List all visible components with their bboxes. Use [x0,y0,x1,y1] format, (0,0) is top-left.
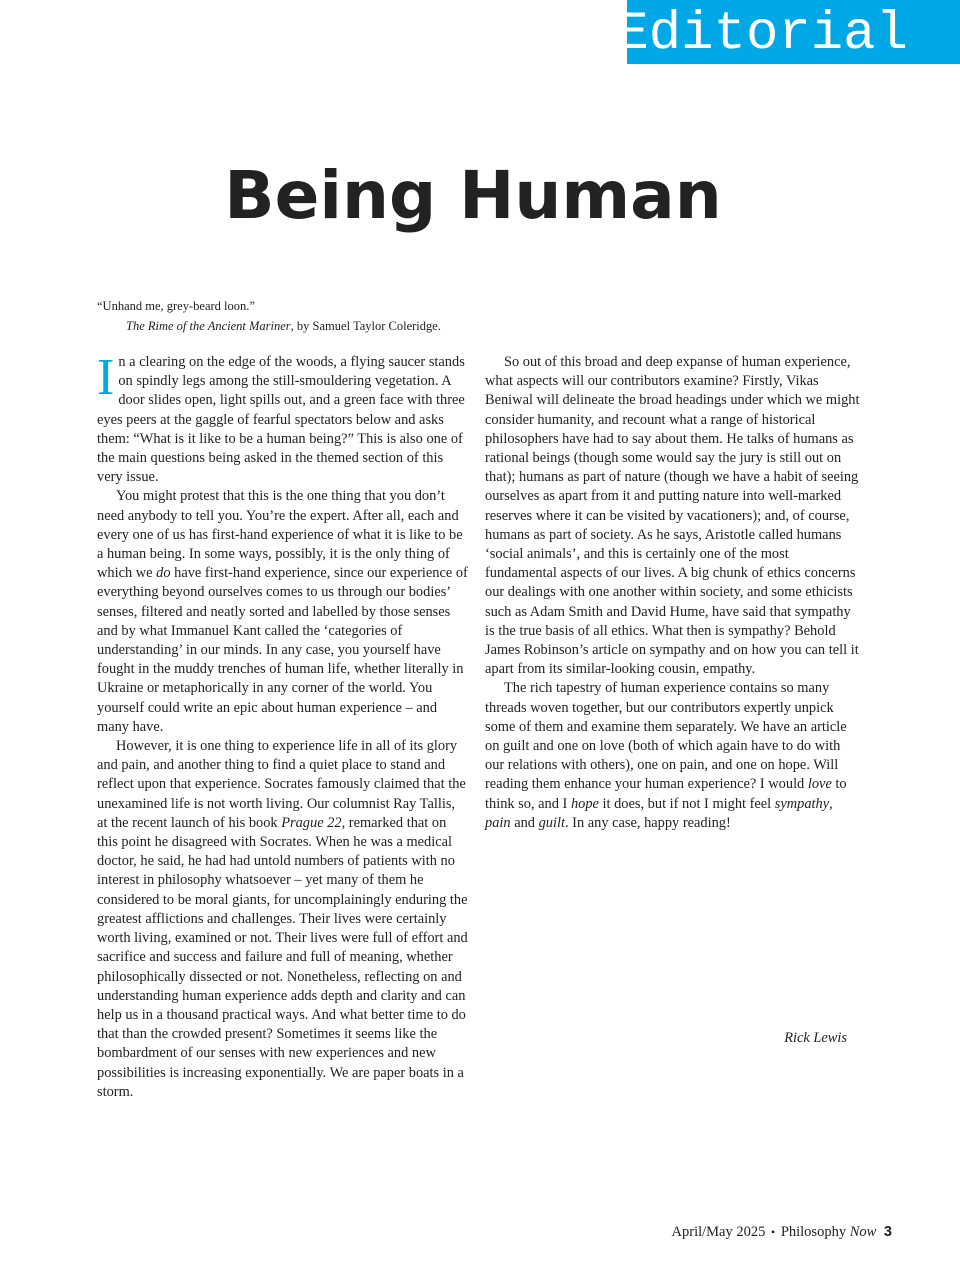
paragraph-1: In a clearing on the edge of the woods, a flying saucer stands on spindly legs among the still-smouldering vegetation. A door slides open, light spills out, and a green face with three eyes peers at the gaggle of fearful spectators below and asks them: “What is it like to be a human being?” This is also one of the main questions being asked in the themed section of this very issue. [97,349,465,486]
epigraph-quote: “Unhand me, grey-beard loon.” [97,299,255,313]
magazine-name: Philosophy [780,1224,847,1240]
section-tab [616,0,960,65]
drop-cap: I [97,349,115,406]
paragraph-2: You might protest that this is the one thing that you don’t need anybody to tell you. You’re the expert. After all, each and every one of us has first-hand experience of what it is like to be a human being. In some ways, possibly, it is the only thing of which we do have first-hand experience, since our experience of everything beyond ourselves comes to us through our bodies’ senses, filtered and neatly sorted and labelled by those senses and by what Immanuel Kant called the ‘categories of understanding’ in our minds. In any case, you yourself have fought in the muddy trenches of human life, whether literally in Ukraine or metaphorically in any corner of the world. You yourself could write an epic about human experience – and many have. [97,488,468,735]
epigraph-work: The Rime of the Ancient Mariner [126,319,291,333]
epigraph [97,296,517,336]
page-number: 3 [883,1224,892,1240]
magazine-name-italic: Now [849,1224,877,1240]
section-label: Editorial [616,4,908,65]
author-signature: Rick Lewis [784,1030,847,1046]
epigraph-attribution: , by Samuel Taylor Coleridge. [290,319,441,333]
body-column-left [97,349,469,1102]
body-column-right [485,353,860,833]
article-title: Being Human [224,157,722,234]
paragraph-4: So out of this broad and deep expanse of human experience, what aspects will our contributors examine? Firstly, Vikas Beniwal will delineate the broad headings under which we might consider humanity, and recount what a range of historical philosophers have had to say about them. He talks of humans as rational beings (though some would say the jury is still out on that); humans as part of nature (though we have a habit of seeing ourselves as apart from it and putting nature into well-marked reserves where it can be visited by vacationers); and, of course, humans as part of society. As he says, Aristotle called humans ‘social animals’, and this is certainly one of the most fundamental aspects of our lives. A big chunk of ethics concerns our dealings with one another within society, and some ethicists such as Adam Smith and David Hume, have said that sympathy is the true basis of all ethics. What then is sympathy? Behold James Robinson’s article on sympathy and on how you can tell it apart from its similar-looking cousin, empathy. [485,354,860,678]
bullet-separator: • [770,1225,776,1239]
issue-date: April/May 2025 [671,1224,766,1240]
epigraph-source [97,316,517,336]
paragraph-3: However, it is one thing to experience life in all of its glory and pain, and another thing to find a quiet place to stand and reflect upon that experience. Socrates famously claimed that the unexamined life is not worth living. Our columnist Ray Tallis, at the recent launch of his book Prague 22, remarked that on this point he disagreed with Socrates. When he was a medical doctor, he said, he had had untold numbers of patients with no interest in philosophy whatsoever – yet many of them he considered to be moral giants, for uncomplainingly enduring the greatest afflictions and challenges. Their lives were certainly worth living, examined or not. Their lives were full of effort and sacrifice and success and failure and full of meaning, whether philosophically dissected or not. Nonetheless, reflecting on and understanding human experience adds depth and clarity and can help us in a thousand practical ways. And what better time to do that than the crowded present? Sometimes it seems like the bombardment of our senses with new experiences and new possibilities is increasing exponentially. We are paper boats in a storm. [97,738,468,1100]
paragraph-5: The rich tapestry of human experience contains so many threads woven together, but our contributors expertly unpick some of them and examine them separately. We have an article on guilt and one on love (both of which again have to do with our relations with others), one on pain, and one on hope. Will reading them enhance your human experience? I would love to think so, and I hope it does, but if not I might feel sympathy, pain and guilt. In any case, happy reading! [485,680,847,831]
page-footer [600,1223,892,1241]
